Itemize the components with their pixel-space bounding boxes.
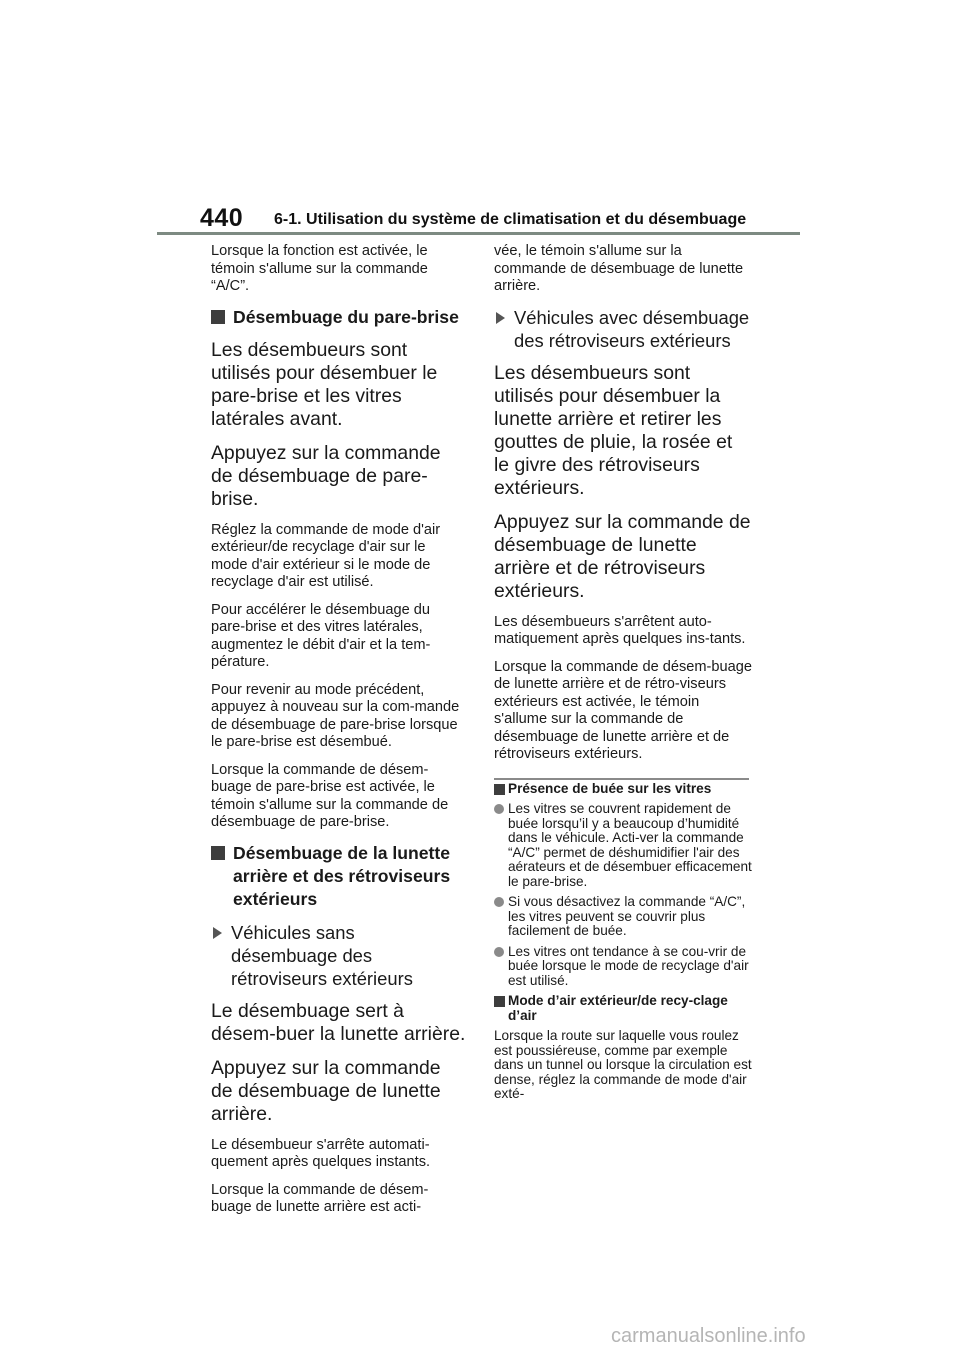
- circle-bullet-icon: [494, 947, 504, 957]
- square-bullet-icon: [211, 310, 225, 324]
- note-bullet: [494, 945, 752, 989]
- note-bullet-text: Les vitres se couvrent rapidement de buée lorsqu’il y a beaucoup d’humidité dans le véhicule. Acti-ver la commande “A/C” permet de déshumidifier l'air des aérateurs et de désembuer efficacement le pare-brise.: [508, 801, 752, 889]
- subsection-heading-text: Véhicules sans désembuage des rétroviseurs extérieurs: [231, 921, 413, 989]
- paragraph: Lorsque la commande de désem-buage de lunette arrière et de rétro-viseurs extérieurs est activée, le témoin s'allume sur la commande de désembuage de lunette arrière et de rétroviseurs extérieurs.: [494, 658, 752, 762]
- chapter-title: 6-1. Utilisation du système de climatisation et du désembuage: [274, 211, 747, 228]
- subsection-heading: [211, 921, 466, 990]
- right-column: [494, 243, 752, 1102]
- paragraph: Lorsque la commande de désem-buage de pare-brise est activée, le témoin s'allume sur la commande de désembuage de pare-brise.: [211, 761, 449, 830]
- paragraph: Lorsque la fonction est activée, le témoin s'allume sur la commande “A/C”.: [211, 243, 428, 294]
- note-bullet-text: Les vitres ont tendance à se cou-vrir de buée lorsque le mode de recyclage d'air est utilisé.: [508, 943, 749, 988]
- paragraph: Pour accélérer le désembuage du pare-brise et des vitres latérales, augmentez le débit d'air et la tem-pérature.: [211, 601, 431, 670]
- paragraph: Le désembuage sert à désem-buer la lunette arrière.: [211, 999, 466, 1045]
- paragraph: Réglez la commande de mode d'air extérieur/de recyclage d'air sur le mode d'air extérieur si le mode de recyclage d'air est utilisé.: [211, 521, 441, 590]
- circle-bullet-icon: [494, 897, 504, 907]
- note-heading-text: Présence de buée sur les vitres: [508, 780, 712, 796]
- section-heading-text: Désembuage du pare-brise: [233, 306, 459, 327]
- paragraph: vée, le témoin s'allume sur la commande de désembuage de lunette arrière.: [494, 243, 744, 294]
- note-heading: [494, 994, 752, 1023]
- left-column: [211, 243, 466, 1227]
- note-bullet: [494, 895, 752, 939]
- paragraph: Les désembueurs s'arrêtent auto-matiquement après quelques ins-tants.: [494, 613, 746, 647]
- note-divider: [494, 778, 749, 780]
- header-divider: [157, 232, 800, 235]
- subsection-heading-text: Véhicules avec désembuage des rétroviseurs extérieurs: [514, 306, 750, 351]
- square-bullet-icon: [211, 846, 225, 860]
- triangle-bullet-icon: [496, 312, 505, 324]
- note-bullet-text: Si vous désactivez la commande “A/C”, les vitres peuvent se couvrir plus facilement de buée.: [508, 894, 746, 938]
- paragraph: Le désembueur s'arrête automati-quement après quelques instants.: [211, 1136, 431, 1170]
- subsection-heading: [494, 306, 752, 352]
- page-number: 440: [200, 204, 244, 232]
- note-heading-text: Mode d’air extérieur/de recy-clage d’air: [508, 993, 728, 1023]
- note-paragraph: Lorsque la route sur laquelle vous roulez est poussiéreuse, comme par exemple dans un tunnel ou lorsque la circulation est dense, réglez la commande de mode d'air exté-: [494, 1028, 752, 1101]
- instruction: Appuyez sur la commande de désembuage de pare-brise.: [211, 441, 441, 510]
- paragraph: Lorsque la commande de désem-buage de lunette arrière est acti-: [211, 1181, 429, 1215]
- paragraph: Les désembueurs sont utilisés pour désembuer la lunette arrière et retirer les gouttes de pluie, la rosée et le givre des rétroviseurs extérieurs.: [494, 361, 733, 499]
- circle-bullet-icon: [494, 804, 504, 814]
- paragraph: Les désembueurs sont utilisés pour désembuer le pare-brise et les vitres latérales avant.: [211, 338, 438, 430]
- square-bullet-icon: [494, 996, 505, 1007]
- note-heading: [494, 782, 752, 797]
- square-bullet-icon: [494, 784, 505, 795]
- note-bullet: [494, 802, 752, 889]
- section-heading-text: Désembuage de la lunette arrière et des rétroviseurs extérieurs: [233, 842, 451, 909]
- section-heading: [211, 842, 466, 911]
- triangle-bullet-icon: [213, 927, 222, 939]
- watermark: carmanualsonline.info: [611, 1325, 806, 1347]
- instruction: Appuyez sur la commande de désembuage de lunette arrière et de rétroviseurs extérieurs.: [494, 510, 751, 602]
- section-heading: [211, 306, 466, 329]
- paragraph: Pour revenir au mode précédent, appuyez à nouveau sur la com-mande de désembuage de pare-brise lorsque le pare-brise est désembué.: [211, 681, 460, 750]
- instruction: Appuyez sur la commande de désembuage de lunette arrière.: [211, 1056, 441, 1125]
